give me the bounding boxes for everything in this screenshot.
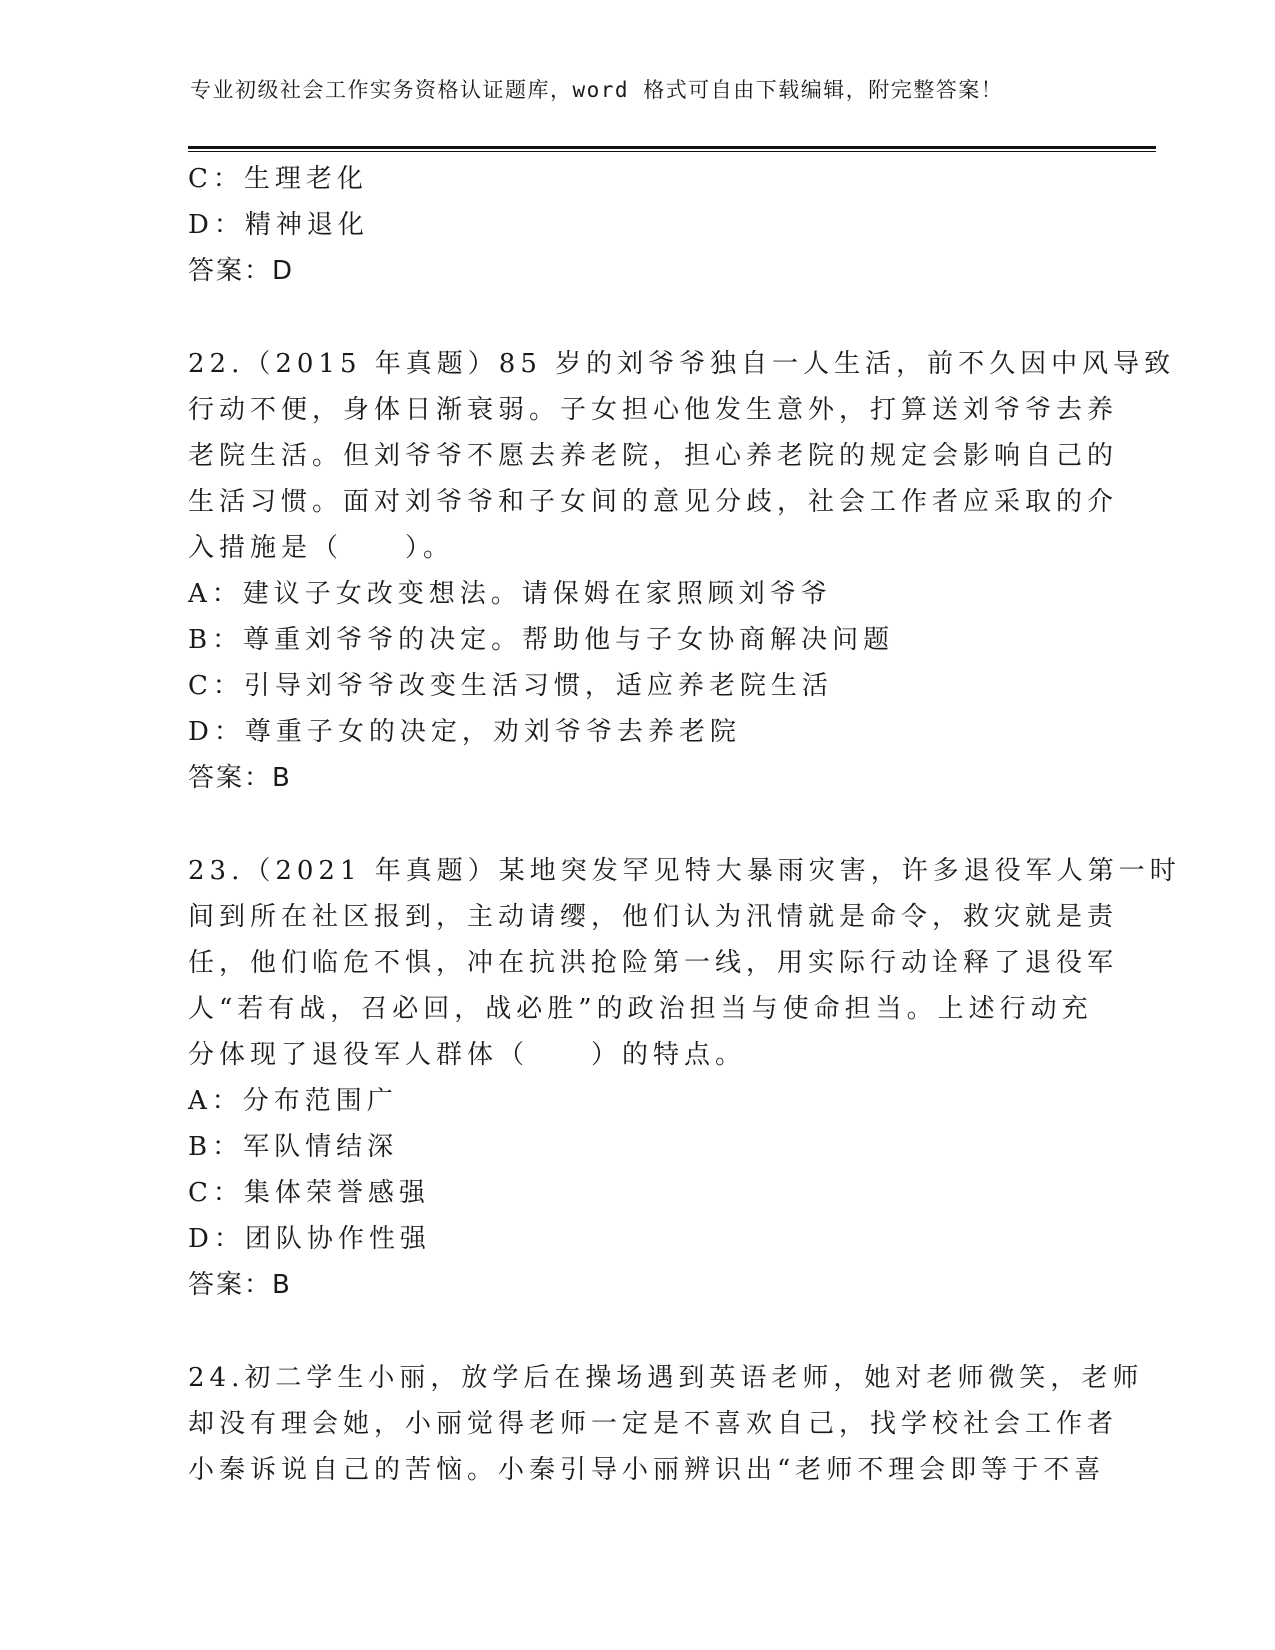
option-c: C：引导刘爷爷改变生活习惯，适应养老院生活 <box>188 671 833 701</box>
answer-line: 答案：D <box>188 256 295 286</box>
document-body <box>188 156 1181 1493</box>
question-stem-line: 间到所在社区报到，主动请缨，他们认为汛情就是命令，救灾就是责 <box>188 902 1119 932</box>
question-stem-line: 分体现了退役军人群体（ ）的特点。 <box>188 1040 747 1070</box>
question-stem-line: 任，他们临危不惧，冲在抗洪抢险第一线，用实际行动诠释了退役军 <box>188 948 1119 978</box>
question-23 <box>188 848 1181 1308</box>
question-stem-line: 24.初二学生小丽，放学后在操场遇到英语老师，她对老师微笑，老师 <box>188 1363 1144 1393</box>
question-stem-line: 小秦诉说自己的苦恼。小秦引导小丽辨识出“老师不理会即等于不喜 <box>188 1455 1106 1485</box>
option-d: D：团队协作性强 <box>188 1224 431 1254</box>
question-stem-line: 23.（2021 年真题）某地突发罕见特大暴雨灾害，许多退役军人第一时 <box>188 856 1181 886</box>
option-a: A：分布范围广 <box>188 1086 398 1116</box>
spacer <box>188 1308 1088 1355</box>
question-stem-line: 老院生活。但刘爷爷不愿去养老院，担心养老院的规定会影响自己的 <box>188 441 1119 471</box>
page-header: 专业初级社会工作实务资格认证题库，word 格式可自由下载编辑，附完整答案！ <box>190 78 1004 102</box>
option-b: B：尊重刘爷爷的决定。帮助他与子女协商解决问题 <box>188 625 895 655</box>
question-stem-line: 行动不便，身体日渐衰弱。子女担心他发生意外，打算送刘爷爷去养 <box>188 395 1119 425</box>
question-stem-line: 人“若有战，召必回，战必胜”的政治担当与使命担当。上述行动充 <box>188 994 1093 1024</box>
question-stem-line: 22.（2015 年真题）85 岁的刘爷爷独自一人生活，前不久因中风导致 <box>188 349 1176 379</box>
option-b: B：军队情结深 <box>188 1132 399 1162</box>
option-c: C：集体荣誉感强 <box>188 1178 430 1208</box>
answer-line: 答案：B <box>188 1270 292 1300</box>
option-line: D：精神退化 <box>188 210 369 240</box>
prev-question-tail <box>188 156 1088 294</box>
header-divider-thin <box>188 151 1156 152</box>
question-stem-line: 入措施是（ ）。 <box>188 533 455 563</box>
option-d: D：尊重子女的决定，劝刘爷爷去养老院 <box>188 717 741 747</box>
answer-line: 答案：B <box>188 763 292 793</box>
header-divider-thick <box>188 146 1156 149</box>
question-22 <box>188 341 1176 801</box>
spacer <box>188 801 1088 848</box>
option-a: A：建议子女改变想法。请保姆在家照顾刘爷爷 <box>188 579 832 609</box>
option-line: C：生理老化 <box>188 164 368 194</box>
question-stem-line: 却没有理会她，小丽觉得老师一定是不喜欢自己，找学校社会工作者 <box>188 1409 1119 1439</box>
question-stem-line: 生活习惯。面对刘爷爷和子女间的意见分歧，社会工作者应采取的介 <box>188 487 1119 517</box>
spacer <box>188 294 1088 341</box>
question-24 <box>188 1355 1144 1493</box>
